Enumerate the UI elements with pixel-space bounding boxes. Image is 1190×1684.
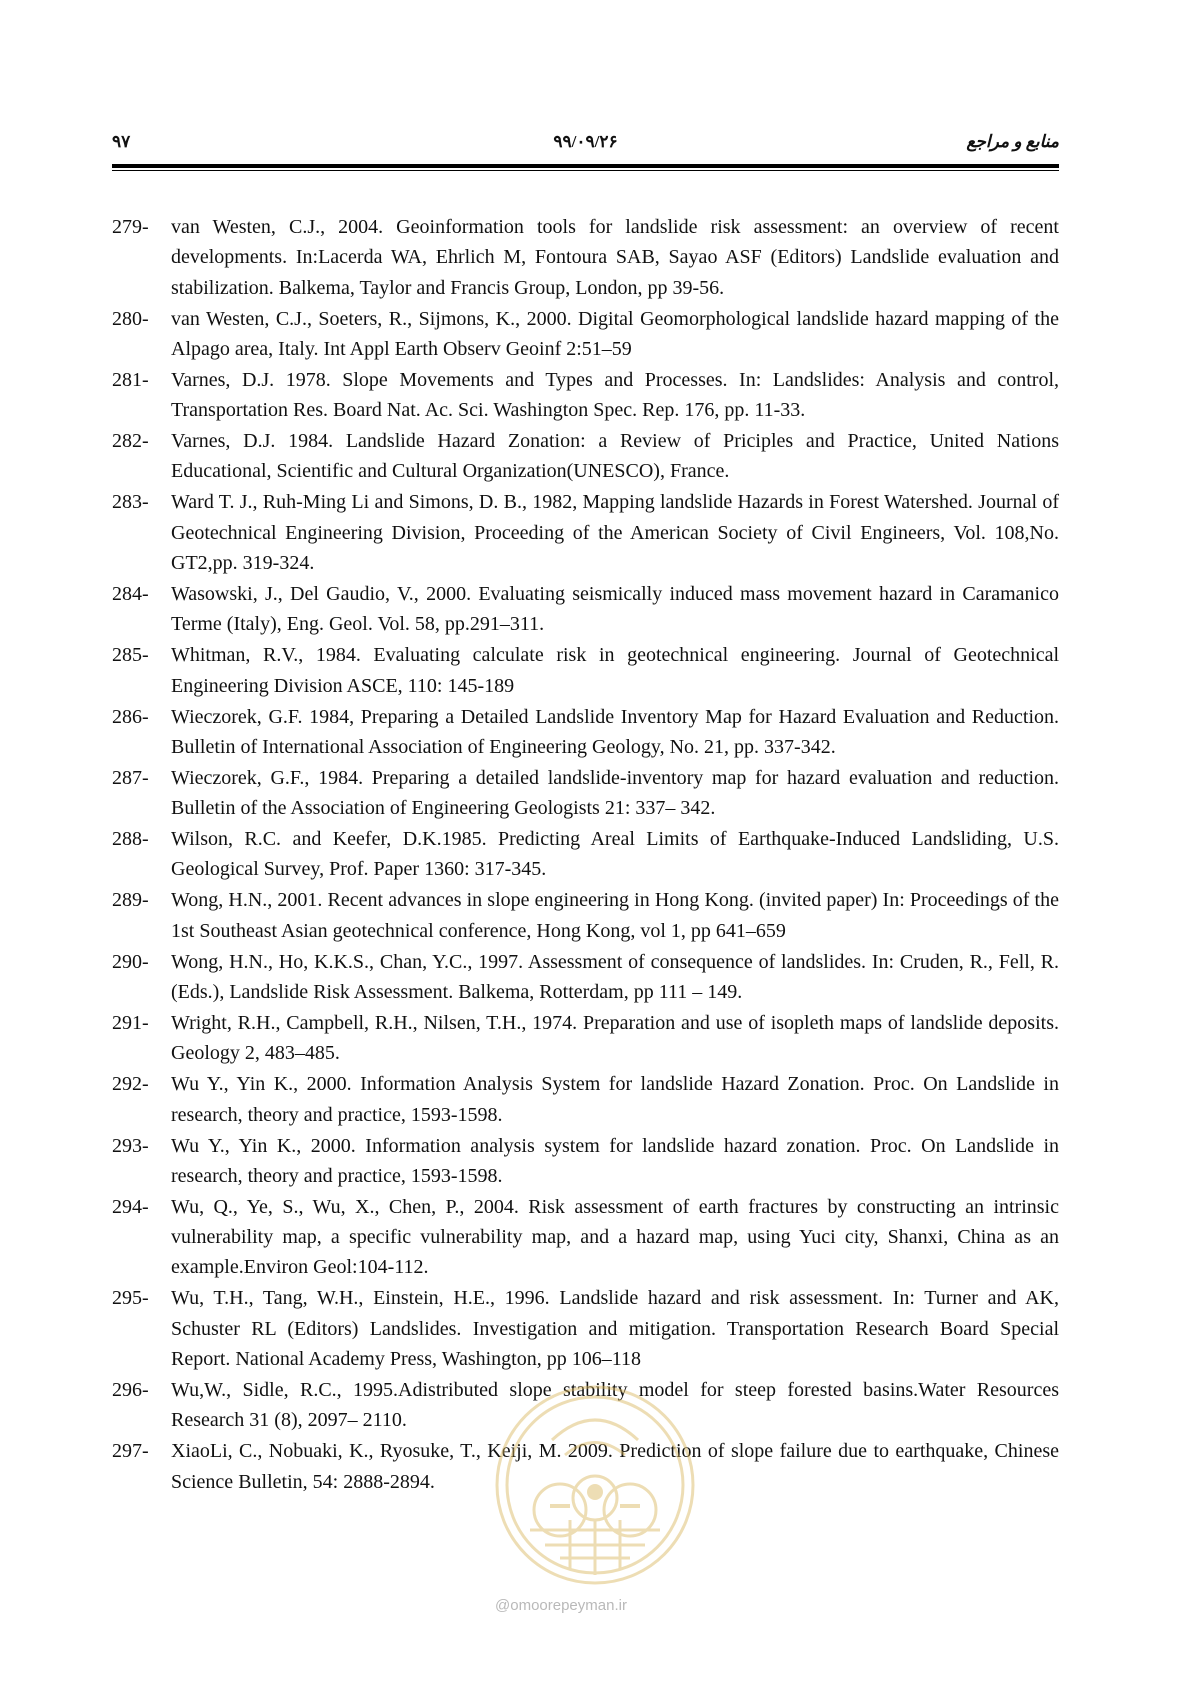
reference-item xyxy=(112,763,1059,824)
reference-text: Wu,W., Sidle, R.C., 1995.Adistributed slope stability model for steep forested basins.Water Resources Research 31 (8), 2097– 2110. xyxy=(171,1378,1059,1432)
header-date: ۹۹/۰۹/۲۶ xyxy=(553,132,618,151)
reference-number: 287- xyxy=(112,766,149,789)
reference-number: 282- xyxy=(112,430,149,453)
reference-number: 296- xyxy=(112,1378,149,1401)
section-title: منابع و مراجع xyxy=(966,132,1059,151)
reference-item xyxy=(112,947,1059,1008)
header-rule-thick xyxy=(112,164,1059,168)
reference-number: 291- xyxy=(112,1011,149,1034)
reference-item xyxy=(112,1069,1059,1130)
reference-number: 293- xyxy=(112,1134,149,1157)
reference-text: Wu Y., Yin K., 2000. Information analysis system for landslide hazard zonation. Proc. On Landslide in research, theory and practice, 1593-1598. xyxy=(171,1134,1059,1187)
reference-item xyxy=(112,1008,1059,1069)
reference-text: Whitman, R.V., 1984. Evaluating calculate risk in geotechnical engineering. Journal of Geotechnical Engineering Division ASCE, 110: 145-189 xyxy=(171,644,1059,697)
reference-item xyxy=(112,212,1059,303)
reference-item xyxy=(112,1283,1059,1374)
reference-text: Wu, Q., Ye, S., Wu, X., Chen, P., 2004. Risk assessment of earth fractures by constructing an intrinsic vulnerability map, a specific vulnerability map, and a hazard map, using Yuci city, Shanxi, China as an example.Environ Geol:104-112. xyxy=(171,1195,1059,1279)
reference-item xyxy=(112,487,1059,578)
reference-text: van Westen, C.J., 2004. Geoinformation tools for landslide risk assessment: an overview of recent developments. In:Lacerda WA, Ehrlich M, Fontoura SAB, Sayao ASF (Editors) Landslide evaluation and stabilization. Balkema, Taylor and Francis Group, London, pp 39-56. xyxy=(171,216,1059,299)
reference-text: van Westen, C.J., Soeters, R., Sijmons, K., 2000. Digital Geomorphological landslide hazard mapping of the Alpago area, Italy. Int Appl Earth Observ Geoinf 2:51–59 xyxy=(171,307,1059,360)
reference-text: Varnes, D.J. 1978. Slope Movements and Types and Processes. In: Landslides: Analysis and control, Transportation Res. Board Nat. Ac. Sci. Washington Spec. Rep. 176, pp. 11-33. xyxy=(171,368,1059,422)
reference-item xyxy=(112,1192,1059,1283)
reference-text: Ward T. J., Ruh-Ming Li and Simons, D. B., 1982, Mapping landslide Hazards in Forest Watershed. Journal of Geotechnical Engineering Division, Proceeding of the American Society of Civil Engineers, Vol. 108,No. GT2,pp. 319-324. xyxy=(171,491,1059,575)
reference-text: Wieczorek, G.F. 1984, Preparing a Detailed Landslide Inventory Map for Hazard Evaluation and Reduction. Bulletin of International Association of Engineering Geology, No. 21, pp. 337-342. xyxy=(171,705,1059,758)
reference-text: Wasowski, J., Del Gaudio, V., 2000. Evaluating seismically induced mass movement hazard in Caramanico Terme (Italy), Eng. Geol. Vol. 58, pp.291–311. xyxy=(171,583,1059,636)
reference-number: 279- xyxy=(112,216,149,238)
reference-number: 280- xyxy=(112,307,149,330)
reference-number: 294- xyxy=(112,1195,149,1218)
page-header xyxy=(112,128,1059,158)
reference-text: Wilson, R.C. and Keefer, D.K.1985. Predicting Areal Limits of Earthquake-Induced Landsliding, U.S. Geological Survey, Prof. Paper 1360: 317-345. xyxy=(171,828,1059,881)
page-number: ۹۷ xyxy=(112,132,131,151)
reference-number: 290- xyxy=(112,950,149,973)
reference-number: 289- xyxy=(112,889,149,912)
reference-number: 295- xyxy=(112,1287,149,1310)
reference-item xyxy=(112,365,1059,426)
reference-number: 288- xyxy=(112,828,149,851)
reference-item xyxy=(112,824,1059,885)
watermark-seal-icon xyxy=(490,1380,700,1590)
reference-list xyxy=(112,212,1059,1498)
reference-number: 292- xyxy=(112,1073,149,1096)
reference-item xyxy=(112,885,1059,946)
reference-text: Wong, H.N., Ho, K.K.S., Chan, Y.C., 1997. Assessment of consequence of landslides. In: Cruden, R., Fell, R. (Eds.), Landslide Risk Assessment. Balkema, Rotterdam, pp 111 – 149. xyxy=(171,950,1059,1003)
reference-number: 281- xyxy=(112,368,149,391)
reference-number: 285- xyxy=(112,644,149,667)
reference-item xyxy=(112,426,1059,487)
reference-number: 284- xyxy=(112,583,149,605)
reference-number: 297- xyxy=(112,1440,149,1463)
reference-text: Wieczorek, G.F., 1984. Preparing a detailed landslide-inventory map for hazard evaluation and reduction. Bulletin of the Association of Engineering Geologists 21: 337– 342. xyxy=(171,766,1059,820)
reference-text: XiaoLi, C., Nobuaki, K., Ryosuke, T., Keiji, M. 2009. Prediction of slope failure due to earthquake, Chinese Science Bulletin, 54: 2888-2894. xyxy=(171,1440,1059,1493)
reference-item xyxy=(112,640,1059,701)
reference-item xyxy=(112,702,1059,763)
reference-number: 286- xyxy=(112,705,149,728)
reference-item xyxy=(112,304,1059,365)
reference-text: Wu Y., Yin K., 2000. Information Analysis System for landslide Hazard Zonation. Proc. On Landslide in research, theory and practice, 1593-1598. xyxy=(171,1073,1059,1126)
reference-number: 283- xyxy=(112,491,149,514)
reference-item xyxy=(112,579,1059,640)
reference-text: Wright, R.H., Campbell, R.H., Nilsen, T.H., 1974. Preparation and use of isopleth maps of landslide deposits. Geology 2, 483–485. xyxy=(171,1011,1059,1065)
reference-text: Wong, H.N., 2001. Recent advances in slope engineering in Hong Kong. (invited paper) In: Proceedings of the 1st Southeast Asian geotechnical conference, Hong Kong, vol 1, pp 641–659 xyxy=(171,889,1059,942)
reference-item xyxy=(112,1131,1059,1192)
reference-text: Varnes, D.J. 1984. Landslide Hazard Zonation: a Review of Priciples and Practice, United Nations Educational, Scientific and Cultural Organization(UNESCO), France. xyxy=(171,430,1059,483)
watermark-url: @omoorepeyman.ir xyxy=(495,1597,627,1614)
header-rule-thin xyxy=(112,170,1059,171)
reference-text: Wu, T.H., Tang, W.H., Einstein, H.E., 1996. Landslide hazard and risk assessment. In: Turner and AK, Schuster RL (Editors) Landslides. Investigation and mitigation. Transportation Research Board Special Report. National Academy Press, Washington, pp 106–118 xyxy=(171,1287,1059,1370)
